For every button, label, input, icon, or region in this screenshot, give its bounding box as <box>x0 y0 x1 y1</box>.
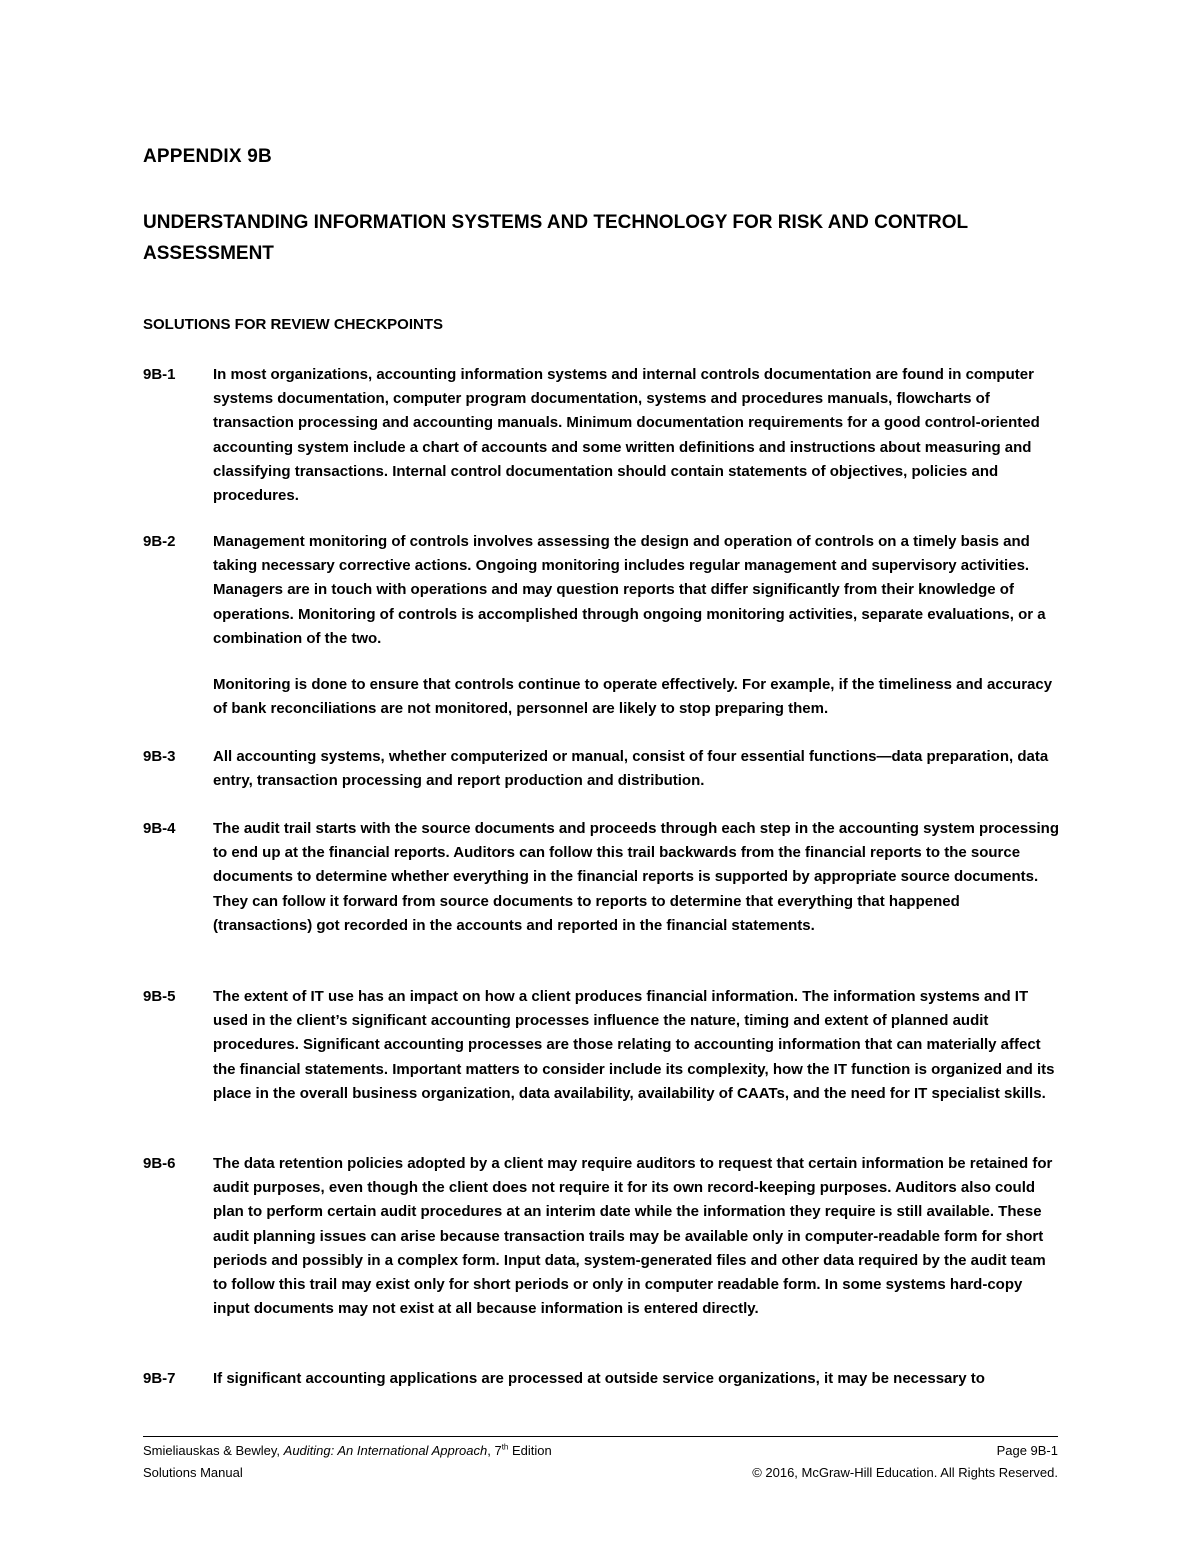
checkpoint-answer <box>213 1152 1061 1321</box>
appendix-label: APPENDIX 9B <box>143 146 272 167</box>
checkpoint-answer <box>213 817 1061 938</box>
checkpoint-9b-4 <box>143 817 1063 938</box>
answer-paragraph: All accounting systems, whether computerized or manual, consist of four essential functions—data preparation, data entry, transaction processing and report production and distribution. <box>213 748 1049 790</box>
section-heading: SOLUTIONS FOR REVIEW CHECKPOINTS <box>143 316 444 333</box>
footer-authors: Smieliauskas & Bewley, <box>143 1443 284 1458</box>
footer-page-number: Page 9B-1 <box>996 1443 1058 1458</box>
checkpoint-9b-5 <box>143 985 1063 1106</box>
footer-edition-suffix: Edition <box>508 1443 552 1458</box>
answer-paragraph: The audit trail starts with the source documents and proceeds through each step in the accounting system processing to end up at the financial reports. Auditors can follow this trail backwards from the financial reports to the source documents to determine whether everything in the financial reports is supported by appropriate source documents. They can follow it forward from source documents to reports to determine that everything that happened (transactions) got recorded in the accounts and reported in the financial statements. <box>213 820 1059 934</box>
document-title: UNDERSTANDING INFORMATION SYSTEMS AND TECHNOLOGY FOR RISK AND CONTROL ASSESSMENT <box>143 212 968 264</box>
footer-edition-sup: th <box>501 1442 509 1452</box>
checkpoint-number: 9B-4 <box>143 820 176 837</box>
checkpoint-number: 9B-7 <box>143 1370 176 1387</box>
answer-paragraph: The data retention policies adopted by a client may require auditors to request that certain information be retained for audit purposes, even though the client does not require it for its own record-keeping purposes. Auditors also could plan to perform certain audit procedures at an interim date while the information they require is still available. These audit planning issues can arise because transaction trails may be available only in computer-readable form for short periods and possibly in a complex form. Input data, system-generated files and other data required by the audit team to follow this trail may exist only for short periods or only in computer readable form. In some systems hard-copy input documents may not exist at all because information is entered directly. <box>213 1155 1053 1318</box>
checkpoint-9b-6 <box>143 1152 1063 1321</box>
checkpoint-number: 9B-1 <box>143 366 176 383</box>
checkpoint-9b-1 <box>143 363 1063 508</box>
checkpoint-number: 9B-2 <box>143 533 176 550</box>
checkpoint-answer <box>213 530 1061 721</box>
footer-manual: Solutions Manual <box>143 1465 243 1480</box>
footer-book-title: Auditing: An International Approach <box>283 1443 488 1458</box>
checkpoint-number: 9B-3 <box>143 748 176 765</box>
checkpoint-answer <box>213 1367 1061 1391</box>
answer-paragraph: Management monitoring of controls involves assessing the design and operation of controls on a timely basis and taking necessary corrective actions. Ongoing monitoring includes regular management and supervisory activities. Managers are in touch with operations and may question reports that differ significantly from their knowledge of operations. Monitoring of controls is accomplished through ongoing monitoring activities, separate evaluations, or a combination of the two. <box>213 533 1046 647</box>
footer-citation <box>143 1440 552 1462</box>
answer-paragraph: Monitoring is done to ensure that controls continue to operate effectively. For example, if the timeliness and accuracy of bank reconciliations are not monitored, personnel are likely to stop preparing them. <box>213 676 1053 718</box>
footer-edition-prefix: , 7 <box>487 1443 502 1458</box>
checkpoint-number: 9B-5 <box>143 988 176 1005</box>
checkpoint-answer <box>213 745 1061 793</box>
checkpoint-answer <box>213 363 1061 508</box>
checkpoint-9b-7 <box>143 1367 1063 1391</box>
footer-copyright: © 2016, McGraw-Hill Education. All Rights Reserved. <box>752 1465 1058 1480</box>
checkpoint-number: 9B-6 <box>143 1155 176 1172</box>
answer-paragraph: The extent of IT use has an impact on how a client produces financial information. The information systems and IT used in the client’s significant accounting processes influence the nature, timing and extent of planned audit procedures. Significant accounting processes are those relating to accounting information that can materially affect the financial statements. Important matters to consider include its complexity, how the IT function is organized and its place in the overall business organization, data availability, availability of CAATs, and the need for IT specialist skills. <box>213 988 1055 1102</box>
answer-paragraph: In most organizations, accounting information systems and internal controls documentation are found in computer systems documentation, computer program documentation, systems and procedures manuals, flowcharts of transaction processing and accounting manuals. Minimum documentation requirements for a good control-oriented accounting system include a chart of accounts and some written definitions and instructions about measuring and classifying transactions. Internal control documentation should contain statements of objectives, policies and procedures. <box>213 366 1040 505</box>
checkpoint-9b-2 <box>143 530 1063 721</box>
footer-divider <box>143 1436 1058 1437</box>
answer-paragraph: If significant accounting applications are processed at outside service organizations, it may be necessary to <box>213 1370 985 1387</box>
checkpoint-9b-3 <box>143 745 1063 793</box>
checkpoint-answer <box>213 985 1061 1106</box>
